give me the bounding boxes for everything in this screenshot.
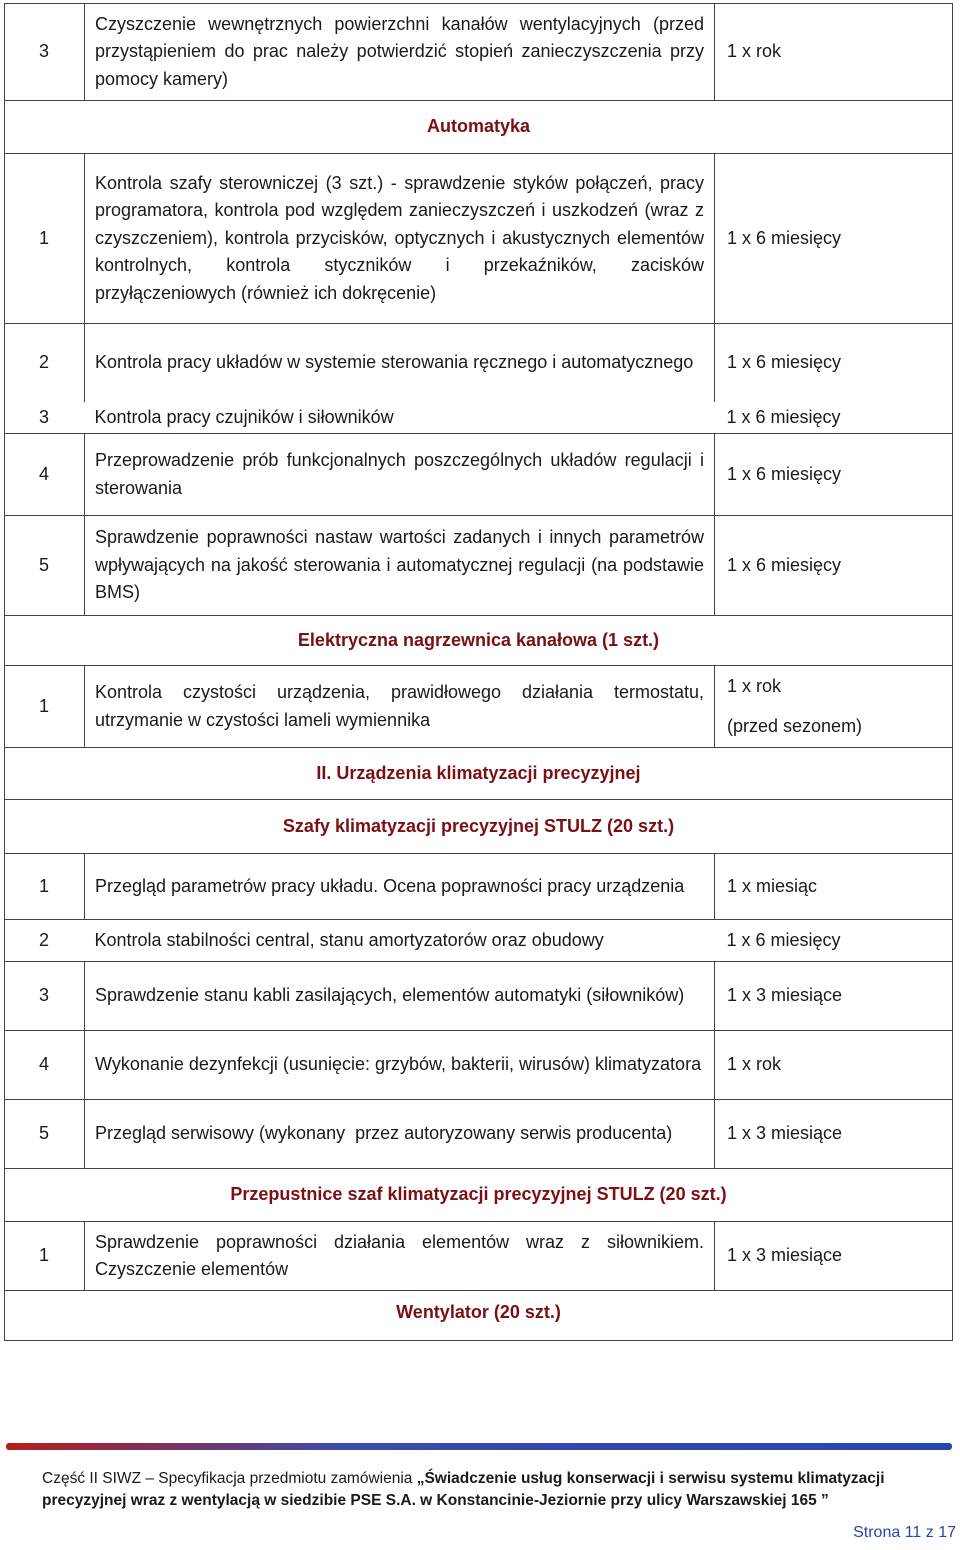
row-frequency: 1 x miesiąc — [715, 854, 953, 920]
row-description: Kontrola czystości urządzenia, prawidłowego działania termostatu, utrzymanie w czystości lameli wymiennika — [85, 666, 715, 748]
row-number: 2 — [5, 324, 85, 402]
section-heading-row — [5, 1169, 953, 1222]
row-frequency-main: 1 x rok — [727, 676, 782, 696]
row-frequency: 1 x 6 miesięcy — [715, 516, 953, 616]
footer-text — [42, 1468, 957, 1512]
row-number: 1 — [5, 1222, 85, 1291]
row-number: 1 — [5, 154, 85, 324]
section-heading-row — [5, 1291, 953, 1341]
table-row — [5, 434, 953, 516]
section-heading: Szafy klimatyzacji precyzyjnej STULZ (20 szt.) — [5, 800, 953, 854]
table-row — [5, 402, 953, 434]
row-frequency: 1 x 3 miesiące — [715, 962, 953, 1031]
section-heading-row — [5, 748, 953, 800]
section-heading-row — [5, 616, 953, 666]
row-description: Kontrola pracy układów w systemie sterowania ręcznego i automatycznego — [85, 324, 715, 402]
row-frequency: 1 x 6 miesięcy — [715, 920, 953, 962]
row-description: Kontrola pracy czujników i siłowników — [94, 406, 394, 427]
row-frequency: 1 x 6 miesięcy — [715, 434, 953, 516]
row-number: 3 — [5, 962, 85, 1031]
section-heading: Wentylator (20 szt.) — [5, 1291, 953, 1341]
row-number: 1 — [5, 854, 85, 920]
table-row — [5, 1100, 953, 1169]
row-frequency: 1 x 6 miesięcy — [715, 154, 953, 324]
table-row — [5, 962, 953, 1031]
row-description: Przegląd parametrów pracy układu. Ocena poprawności pracy urządzenia — [85, 854, 715, 920]
footer-line2-bold: precyzyjnej wraz z wentylacją w siedzibie PSE S.A. w Konstancinie-Jeziornie przy ulicy Warszawskiej 165 — [42, 1492, 817, 1509]
footer-divider — [6, 1443, 952, 1450]
section-heading: Przepustnice szaf klimatyzacji precyzyjnej STULZ (20 szt.) — [5, 1169, 953, 1222]
row-number: 4 — [5, 434, 85, 516]
section-heading: II. Urządzenia klimatyzacji precyzyjnej — [5, 748, 953, 800]
row-description: Kontrola szafy sterowniczej (3 szt.) - sprawdzenie styków połączeń, pracy programatora, kontrola pod względem zanieczyszczeń i uszkodzeń (wraz z czyszczeniem), kontrola przycisków, optycznych i akustycznych elementów kontrolnych, kontrola styczników i przekaźników, zacisków przyłączeniowych (również ich dokręcenie) — [85, 154, 715, 324]
table-row — [5, 666, 953, 748]
row-frequency: 1 x 3 miesiące — [715, 1222, 953, 1291]
footer-line2-end: ” — [816, 1492, 829, 1509]
row-number: 3 — [5, 4, 85, 101]
row-frequency: 1 x rok — [715, 4, 953, 101]
footer-line1-bold: „Świadczenie usług konserwacji i serwisu systemu klimatyzacji — [416, 1470, 885, 1487]
table-row — [5, 4, 953, 101]
row-number: 3 — [5, 402, 85, 434]
table-row — [5, 920, 953, 962]
row-description: Wykonanie dezynfekcji (usunięcie: grzybów, bakterii, wirusów) klimatyzatora — [85, 1031, 715, 1100]
row-number: 5 — [5, 516, 85, 616]
page-number: Strona 11 z 17 — [853, 1524, 956, 1541]
row-description: Przegląd serwisowy (wykonany przez autoryzowany serwis producenta) — [85, 1100, 715, 1169]
footer-line1-plain: Część II SIWZ – Specyfikacja przedmiotu zamówienia — [42, 1470, 417, 1487]
row-number: 4 — [5, 1031, 85, 1100]
row-description: Czyszczenie wewnętrznych powierzchni kanałów wentylacyjnych (przed przystąpieniem do prac należy potwierdzić stopień zanieczyszczenia przy pomocy kamery) — [85, 4, 715, 101]
row-frequency: 1 x rok — [715, 1031, 953, 1100]
row-frequency: 1 x 3 miesiące — [715, 1100, 953, 1169]
section-heading: Elektryczna nagrzewnica kanałowa (1 szt.) — [5, 616, 953, 666]
section-heading-row — [5, 800, 953, 854]
row-description: Sprawdzenie poprawności działania elementów wraz z siłownikiem. Czyszczenie elementów — [85, 1222, 715, 1291]
table-row — [5, 154, 953, 324]
row-frequency-note: (przed sezonem) — [727, 715, 863, 736]
row-number: 2 — [5, 920, 85, 962]
maintenance-table — [4, 3, 953, 1341]
row-frequency: 1 x 6 miesięcy — [715, 402, 953, 434]
row-description: Przeprowadzenie prób funkcjonalnych poszczególnych układów regulacji i sterowania — [85, 434, 715, 516]
row-description: Sprawdzenie stanu kabli zasilających, elementów automatyki (siłowników) — [85, 962, 715, 1031]
row-frequency — [715, 666, 953, 748]
row-frequency: 1 x 6 miesięcy — [715, 324, 953, 402]
table-row — [5, 324, 953, 402]
table-row — [5, 1222, 953, 1291]
row-number: 1 — [5, 666, 85, 748]
section-heading-row — [5, 101, 953, 154]
table-row — [5, 1031, 953, 1100]
row-description: Sprawdzenie poprawności nastaw wartości zadanych i innych parametrów wpływających na jakość sterowania i automatycznej regulacji (na podstawie BMS) — [85, 516, 715, 616]
table-row — [5, 516, 953, 616]
table-row — [5, 854, 953, 920]
row-description: Kontrola stabilności central, stanu amortyzatorów oraz obudowy — [85, 920, 715, 962]
section-heading: Automatyka — [5, 101, 953, 154]
row-number: 5 — [5, 1100, 85, 1169]
